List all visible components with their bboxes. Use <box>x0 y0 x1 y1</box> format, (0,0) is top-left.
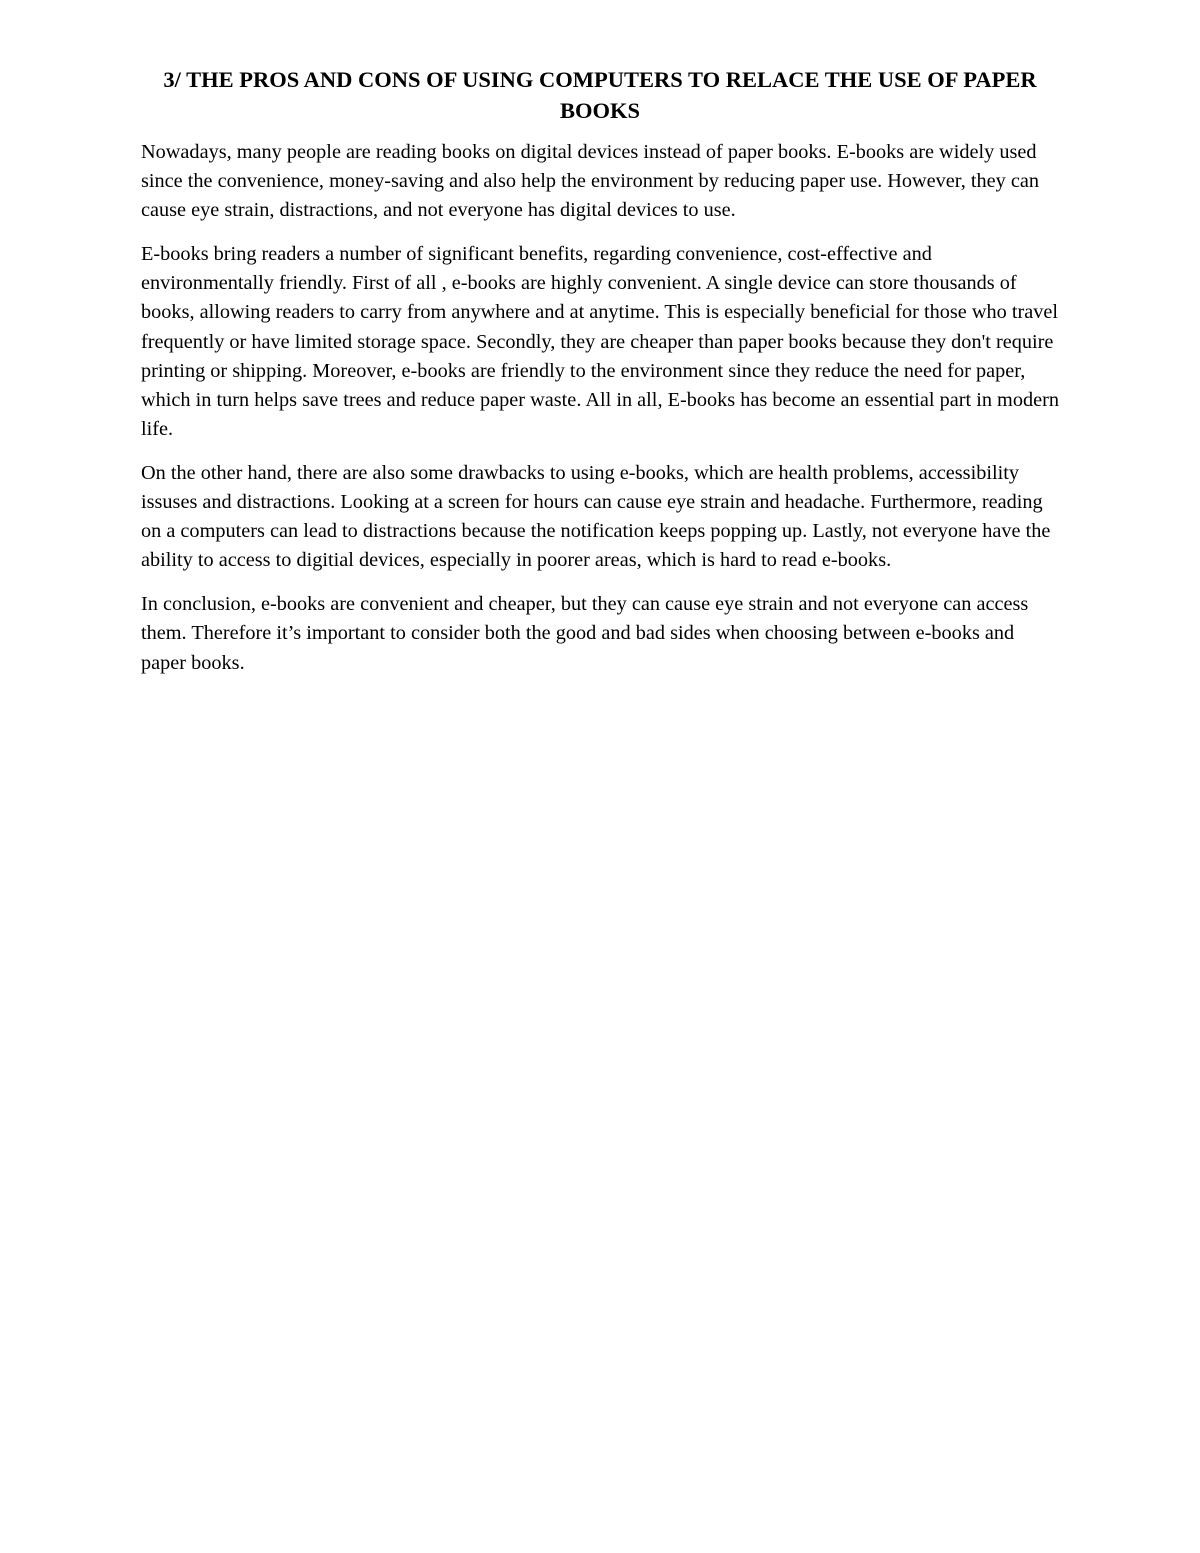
document-title: 3/ THE PROS AND CONS OF USING COMPUTERS TO RELACE THE USE OF PAPER BOOKS <box>163 67 1037 123</box>
paragraph-conclusion: In conclusion, e-books are convenient and cheaper, but they can cause eye strain and not everyone can access them. Therefore it’s important to consider both the good and bad sides when choosing between e-books and paper books. <box>141 593 1029 674</box>
paragraph-introduction: Nowadays, many people are reading books on digital devices instead of paper books. E-books are widely used since the convenience, money-saving and also help the environment by reducing paper use. However, they can cause eye strain, distractions, and not everyone has digital devices to use. <box>141 141 1040 222</box>
document-body <box>141 64 1059 693</box>
paragraph-benefits: E-books bring readers a number of significant benefits, regarding convenience, cost-effective and environmentally friendly. First of all , e-books are highly convenient. A single device can store thousands of books, allowing readers to carry from anywhere and at anytime. This is especially beneficial for those who travel frequently or have limited storage space. Secondly, they are cheaper than paper books because they don't require printing or shipping. Moreover, e-books are friendly to the environment since they reduce the need for paper, which in turn helps save trees and reduce paper waste. All in all, E-books has become an essential part in modern life. <box>141 243 1060 440</box>
paragraph-drawbacks: On the other hand, there are also some drawbacks to using e-books, which are health problems, accessibility issuses and distractions. Looking at a screen for hours can cause eye strain and headache. Furthermore, reading on a computers can lead to distractions because the notification keeps popping up. Lastly, not everyone have the ability to access to digitial devices, especially in poorer areas, which is hard to read e-books. <box>141 461 1051 572</box>
